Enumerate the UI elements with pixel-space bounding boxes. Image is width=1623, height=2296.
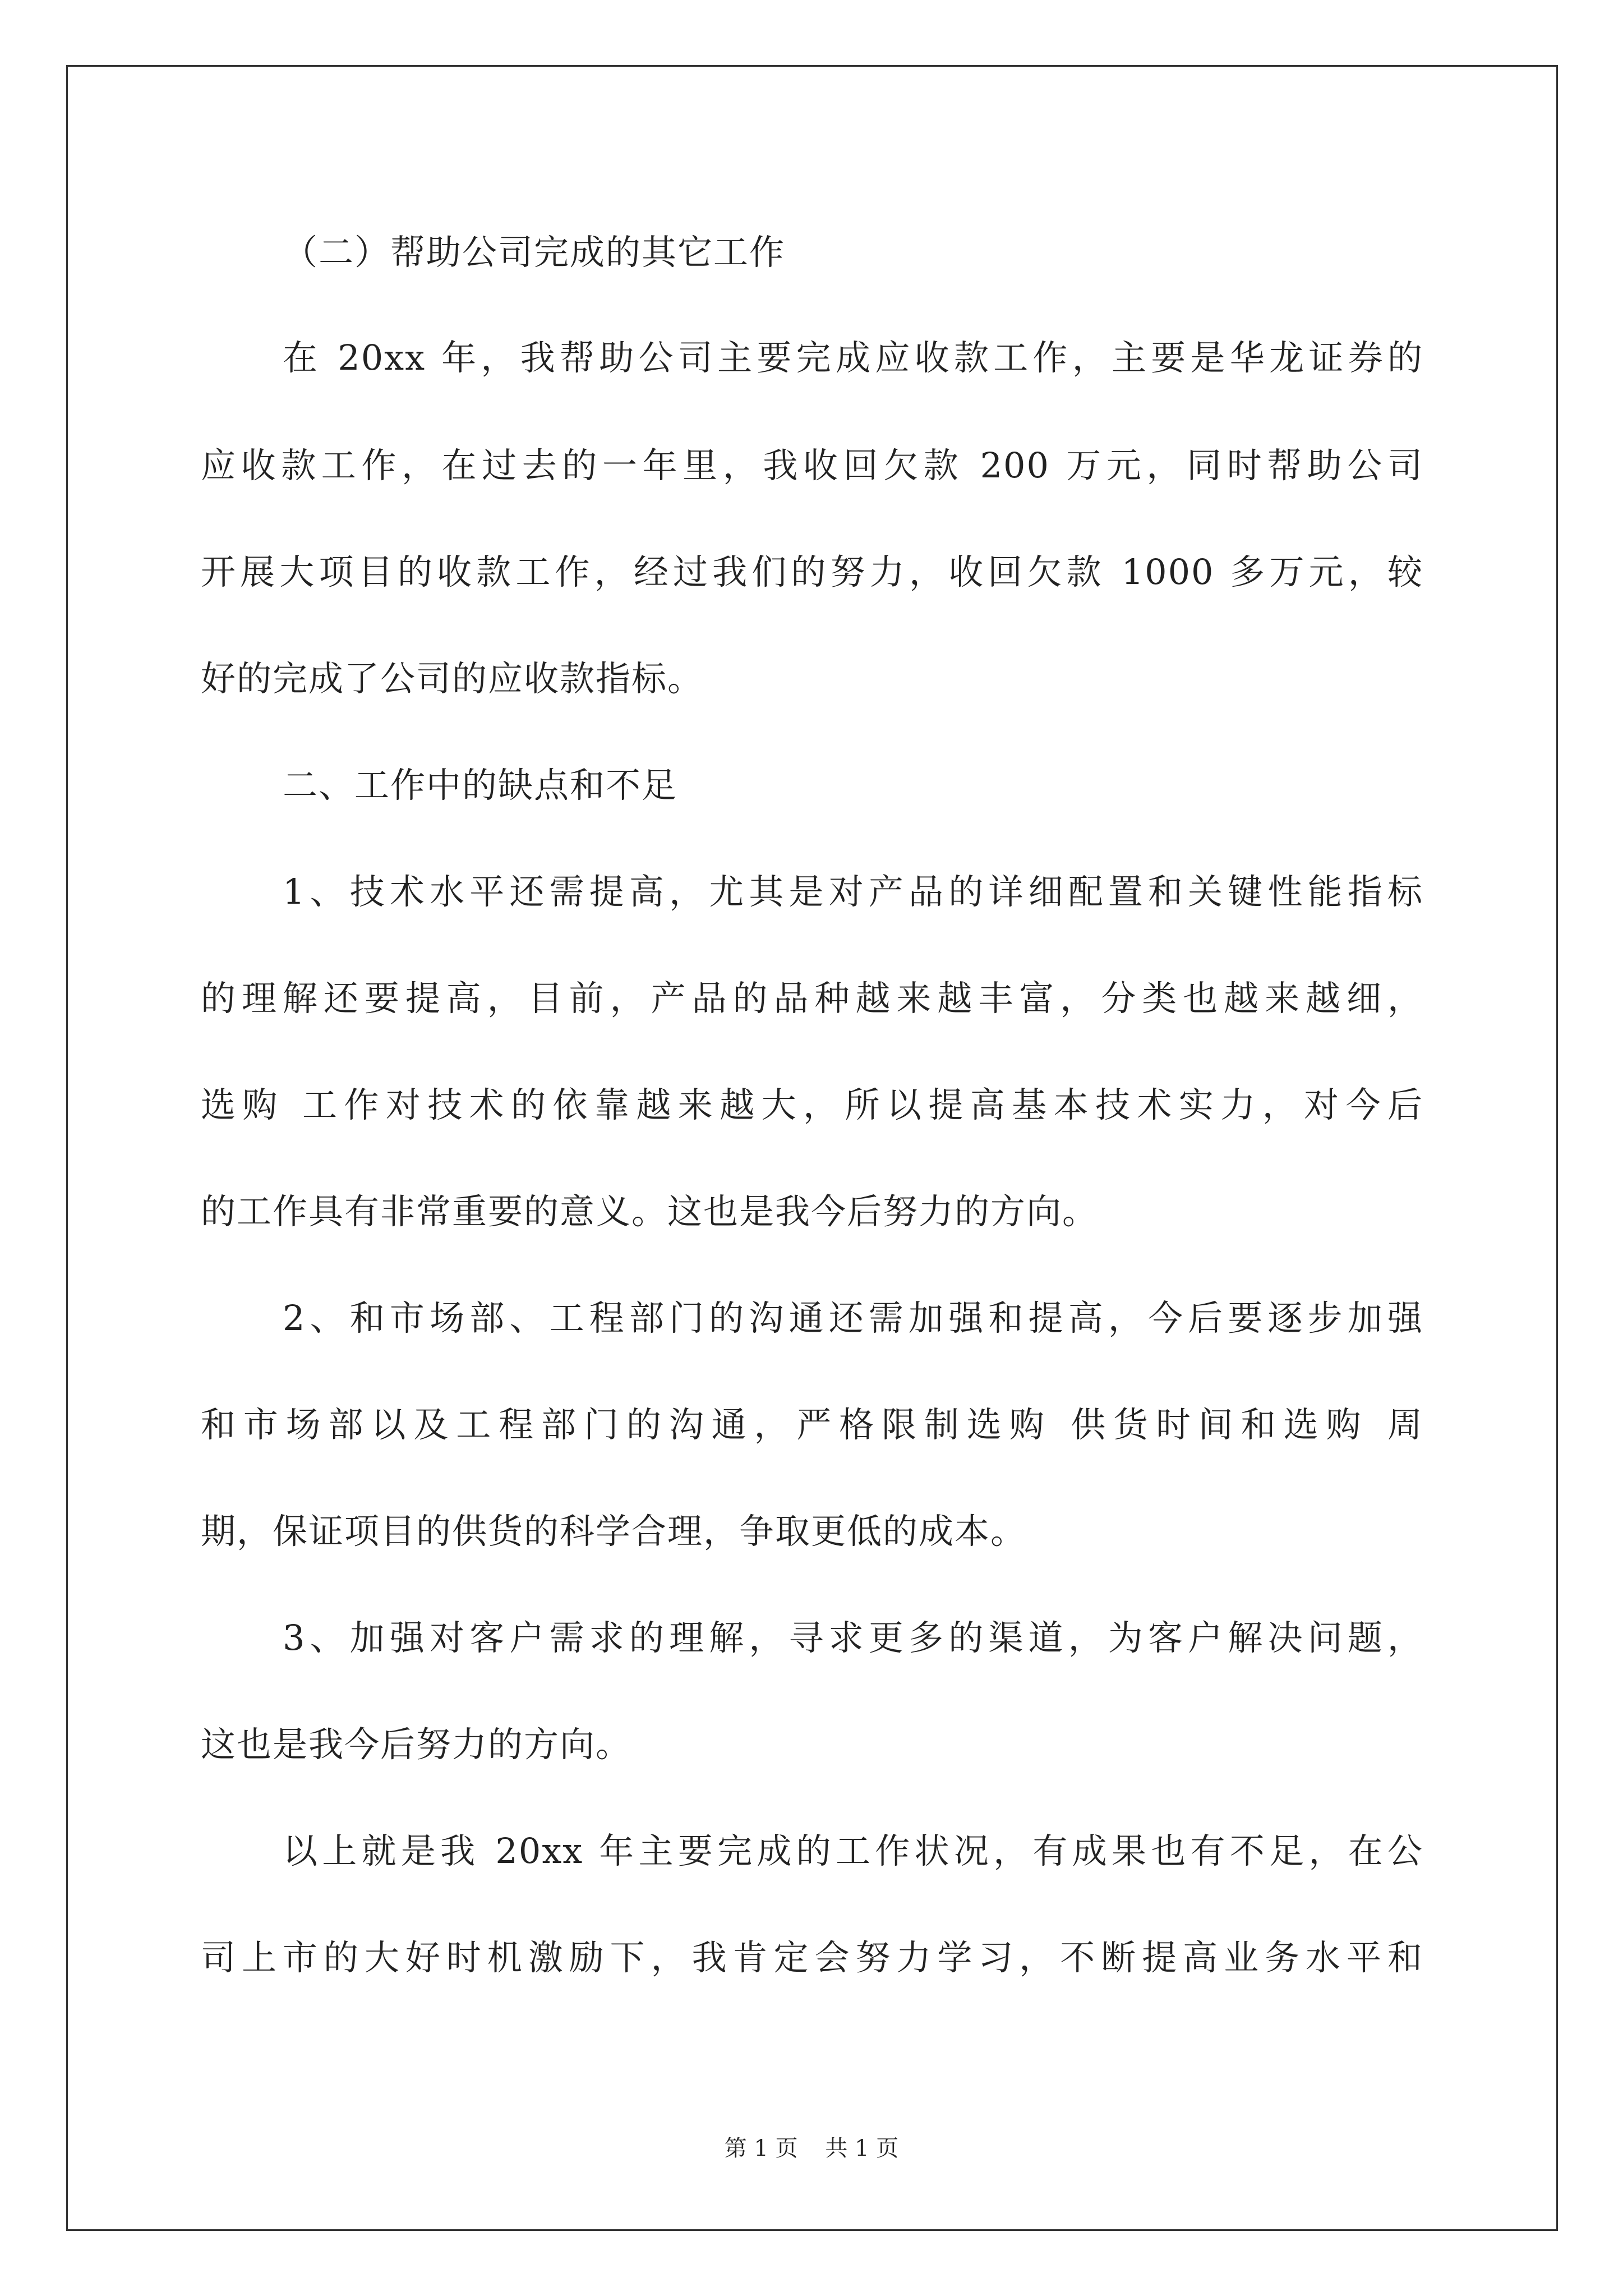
paragraph-line: 3、加强对客户需求的理解，寻求更多的渠道，为客户解决问题， (283, 1617, 1423, 1658)
paragraph-line: 司上市的大好时机激励下，我肯定会努力学习，不断提高业务水平和 (201, 1937, 1423, 1978)
paragraph-line: 期，保证项目的供货的科学合理，争取更低的成本。 (201, 1511, 1027, 1552)
paragraph-line: 2、和市场部、工程部门的沟通还需加强和提高，今后要逐步加强 (283, 1297, 1423, 1338)
paragraph-line: 以上就是我 20xx 年主要完成的工作状况，有成果也有不足，在公 (283, 1830, 1423, 1871)
paragraph-line: 应收款工作，在过去的一年里，我收回欠款 200 万元，同时帮助公司 (201, 445, 1423, 486)
paragraph-line: 和市场部以及工程部门的沟通，严格限制选购 供货时间和选购 周 (201, 1404, 1423, 1445)
paragraph-line: 选购 工作对技术的依靠越来越大，所以提高基本技术实力，对今后 (201, 1084, 1423, 1125)
paragraph-line: 这也是我今后努力的方向。 (201, 1724, 632, 1765)
page-footer (0, 2132, 1623, 2165)
section-heading: （二）帮助公司完成的其它工作 (283, 232, 786, 273)
paragraph-line: 在 20xx 年，我帮助公司主要完成应收款工作，主要是华龙证券的 (283, 337, 1423, 378)
paragraph-line: 好的完成了公司的应收款指标。 (201, 658, 704, 699)
paragraph-line: 的工作具有非常重要的意义。这也是我今后努力的方向。 (201, 1191, 1099, 1232)
paragraph-line: 开展大项目的收款工作，经过我们的努力，收回欠款 1000 多万元，较 (201, 551, 1423, 592)
page-total: 共 1 页 (825, 2136, 899, 2161)
page-number: 第 1 页 (724, 2136, 798, 2161)
section-heading: 二、工作中的缺点和不足 (283, 765, 678, 806)
paragraph-line: 的理解还要提高，目前，产品的品种越来越丰富，分类也越来越细， (201, 978, 1423, 1019)
paragraph-line: 1、技术水平还需提高，尤其是对产品的详细配置和关键性能指标 (283, 871, 1423, 912)
